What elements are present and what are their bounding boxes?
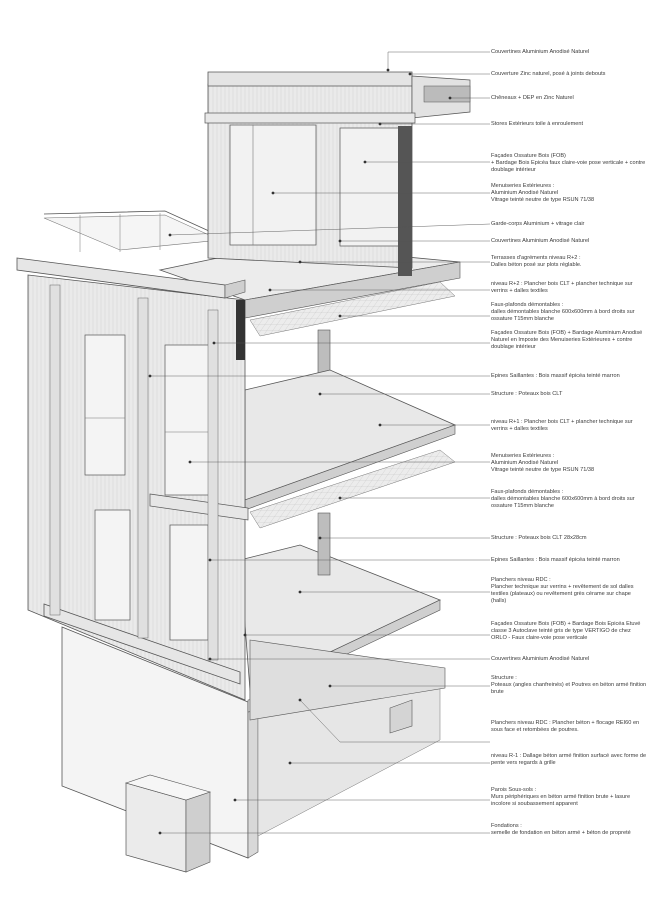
label-fob-bardage-alu: Façades Ossature Bois (FOB) + Bardage Aluminium Anodisé Naturel en Imposte des Menuiseries Extérieures + contre doublage intérieur xyxy=(491,330,643,350)
top-roof xyxy=(208,72,412,86)
label-fondations: Fondations : semelle de fondation en béton armé + béton de propreté xyxy=(491,823,631,836)
foundation-block-side xyxy=(186,792,210,872)
window-upper-2 xyxy=(165,345,215,495)
label-faux-plafond-r2: Faux-plafonds démontables : dalles démontables blanche 600x600mm à bord droits sur ossature T15mm blanche xyxy=(491,302,635,322)
label-stores: Stores Extérieurs toile à enroulement xyxy=(491,121,584,127)
top-window xyxy=(230,125,316,245)
label-faux-plafond-r1: Faux-plafonds démontables : dalles démontables blanche 600x600mm à bord droits sur ossature T15mm blanche xyxy=(491,489,635,509)
label-garde-corps: Garde-corps Aluminium + vitrage clair xyxy=(491,221,585,227)
label-couvertines-top: Couvertines Aluminium Anodisé Naturel xyxy=(491,49,590,55)
label-couvertines-r2: Couvertines Aluminium Anodisé Naturel xyxy=(491,238,590,244)
window-upper-1 xyxy=(85,335,125,475)
column-lower xyxy=(318,513,330,575)
label-plancher-r1: niveau R+1 : Plancher bois CLT + plancher technique sur verrins + dalles textiles xyxy=(491,419,633,432)
basement-wall-side xyxy=(248,698,258,858)
guardrail-glass xyxy=(44,215,220,250)
label-menuiseries-r1: Menuiseries Extérieures : Aluminium Anodisé Naturel Vitrage teinté neutre de type RSUN 71/38 xyxy=(491,453,595,473)
label-dallage-r-1: niveau R-1 : Dallage béton armé finition surfacé avec forme de pente vers regards à grille xyxy=(491,753,647,766)
label-couverture-zinc: Couverture Zinc naturel, posé à joints debouts xyxy=(491,71,606,77)
label-fob-bardage-epicea: Façades Ossature Bois (FOB) + Bardage Bois Epicéa faux claire-voie pose verticale + contre doublage intérieur xyxy=(491,153,646,173)
label-couvertines-rdc: Couvertines Aluminium Anodisé Naturel xyxy=(491,656,590,662)
window-lower-1 xyxy=(95,510,130,620)
label-epines-r1: Epines Saillantes : Bois massif épicéa teinté marron xyxy=(491,373,620,379)
label-cheneaux: Chêneaux + DEP en Zinc Naturel xyxy=(491,95,574,101)
label-menuiseries-r2: Menuiseries Extérieures : Aluminium Anodisé Naturel Vitrage teinté neutre de type RSUN 71/38 xyxy=(491,183,595,203)
label-planchers-rdc-beton: Planchers niveau RDC : Plancher béton + flocage REI60 en sous face et retombées de poutres. xyxy=(491,720,640,733)
window-lower-2 xyxy=(170,525,208,640)
label-terrasses: Terrasses d'agréments niveau R+2 : Dalles béton posé sur plots réglable. xyxy=(491,255,582,268)
store-box xyxy=(205,113,415,123)
label-planchers-rdc-textile: Planchers niveau RDC : Plancher technique sur verrins + revêtement de sol dalles textiles (plateaux) ou revêtement grès cérame sur chape (halls) xyxy=(491,577,634,604)
label-fob-vertigo: Façades Ossature Bois (FOB) + Bardage Bois Epicéa Etuvé classe 3 Autoclave teinté gris de type VERTIGO de chez ORLO - Faux claire-voie pose verticale xyxy=(491,621,641,641)
label-structure-clt-28: Structure : Poteaux bois CLT 28x28cm xyxy=(491,535,587,541)
fin xyxy=(50,285,60,615)
label-plancher-r2: niveau R+2 : Plancher bois CLT + plancher technique sur verrins + dalles textiles xyxy=(491,281,633,294)
label-epines-rdc: Epines Saillantes : Bois massif épicéa teinté marron xyxy=(491,557,620,563)
label-structure-clt: Structure : Poteaux bois CLT xyxy=(491,391,563,397)
label-parois-sous-sols: Parois Sous-sols : Murs périphériques en béton armé finition brute + lasure incolore si soubassement apparent xyxy=(491,787,631,807)
label-structure-beton: Structure : Poteaux (angles chanfreinés) et Poutres en béton armé finition brute xyxy=(491,675,647,695)
